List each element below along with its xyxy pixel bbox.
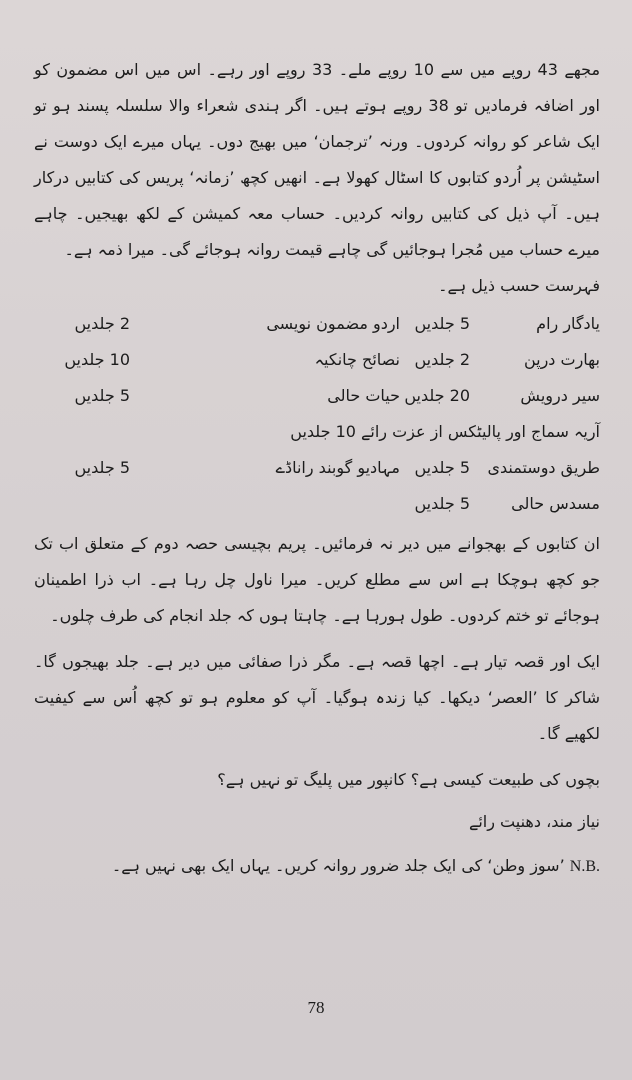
book-quantity: 10 جلدیں: [64, 350, 130, 369]
book-quantity: 2 جلدیں: [74, 314, 130, 333]
letter-body: [34, 52, 600, 885]
book-quantity: 5 جلدیں: [414, 458, 470, 477]
paragraph-list-intro: فہرست حسب ذیل ہے۔: [438, 276, 600, 295]
paragraph-books-request: مجھے 43 روپے میں سے 10 روپے ملے۔ 33 روپے اور رہے۔ اس میں اس مضمون کو اور اضافہ فرمادیں تو 38 روپے ہوتے ہیں۔ اگر ہندی شعراء والا سلسلہ پسند ہو تو ایک شاعر کو روانہ کردوں۔ ورنہ ’ترجمان‘ میں بھیج دوں۔ یہاں میرے ایک دوست نے اسٹیشن پر اُردو کتابوں کا اسٹال کھولا ہے۔ انھیں کچھ ’زمانہ‘ پریس کی کتابیں درکار ہیں۔ آپ ذیل کی کتابیں روانہ کردیں۔ حساب معہ کمیشن کے لکھ بھیجیں۔ چاہے میرے حساب میں مُجرا ہوجائیں گی چاہے قیمت روانہ ہوجائے گی۔ میرا ذمہ ہے۔: [34, 60, 601, 259]
book-quantity: 5 جلدیں: [414, 314, 470, 333]
book-title: آریہ سماج اور پالیٹکس از عزت رائے 10 جلدیں: [290, 422, 600, 441]
page-number: 78: [307, 998, 325, 1017]
book-title: یادگار رام: [536, 314, 600, 333]
book-title: حیات حالی: [327, 386, 400, 405]
book-quantity: 5 جلدیں: [414, 494, 470, 513]
paragraph-novel-progress: ان کتابوں کے بھجوانے میں دیر نہ فرمائیں۔ پریم بچیسی حصہ دوم کے متعلق اب تک جو کچھ ہوچکا ہے اس سے مطلع کریں۔ میرا ناول چل رہا ہے۔ اب ذرا اطمینان ہوجائے تو ختم کردوں۔ طول ہورہا ہے۔ چاہتا ہوں کہ جلد انجام کی طرف چلوں۔: [34, 534, 600, 625]
book-quantity: 20 جلدیں: [404, 386, 470, 405]
nb-label: N.B.: [569, 858, 600, 875]
book-title: مہادیو گوبند راناڈے: [275, 458, 400, 477]
book-quantity: 5 جلدیں: [74, 386, 130, 405]
nb-text: ’سوز وطن‘ کی ایک جلد ضرور روانہ کریں۔ یہاں ایک بھی نہیں ہے۔: [111, 856, 565, 875]
book-title: اردو مضمون نویسی: [266, 314, 400, 333]
book-title: سیر درویش: [520, 386, 600, 405]
nota-bene: [34, 848, 600, 885]
book-quantity: 2 جلدیں: [414, 350, 470, 369]
signature: نیاز مند، دھنپت رائے: [468, 812, 600, 831]
paragraph-children-health: بچوں کی طبیعت کیسی ہے؟ کانپور میں پلیگ تو نہیں ہے؟: [217, 770, 600, 789]
book-title: بھارت درپن: [523, 350, 600, 369]
book-title: مسدس حالی: [511, 494, 600, 513]
book-title: طریق دوستمندی: [487, 458, 600, 477]
book-quantity: 5 جلدیں: [74, 458, 130, 477]
paragraph-new-story: ایک اور قصہ تیار ہے۔ اچھا قصہ ہے۔ مگر ذرا صفائی میں دیر ہے۔ جلد بھیجوں گا۔ شاکر کا ’العصر‘ دیکھا۔ کیا زندہ ہوگیا۔ آپ کو معلوم ہو تو کچھ اُس سے کیفیت لکھیے گا۔: [34, 652, 600, 743]
book-list: [34, 306, 600, 526]
book-title: نصائح چانکیہ: [314, 350, 400, 369]
